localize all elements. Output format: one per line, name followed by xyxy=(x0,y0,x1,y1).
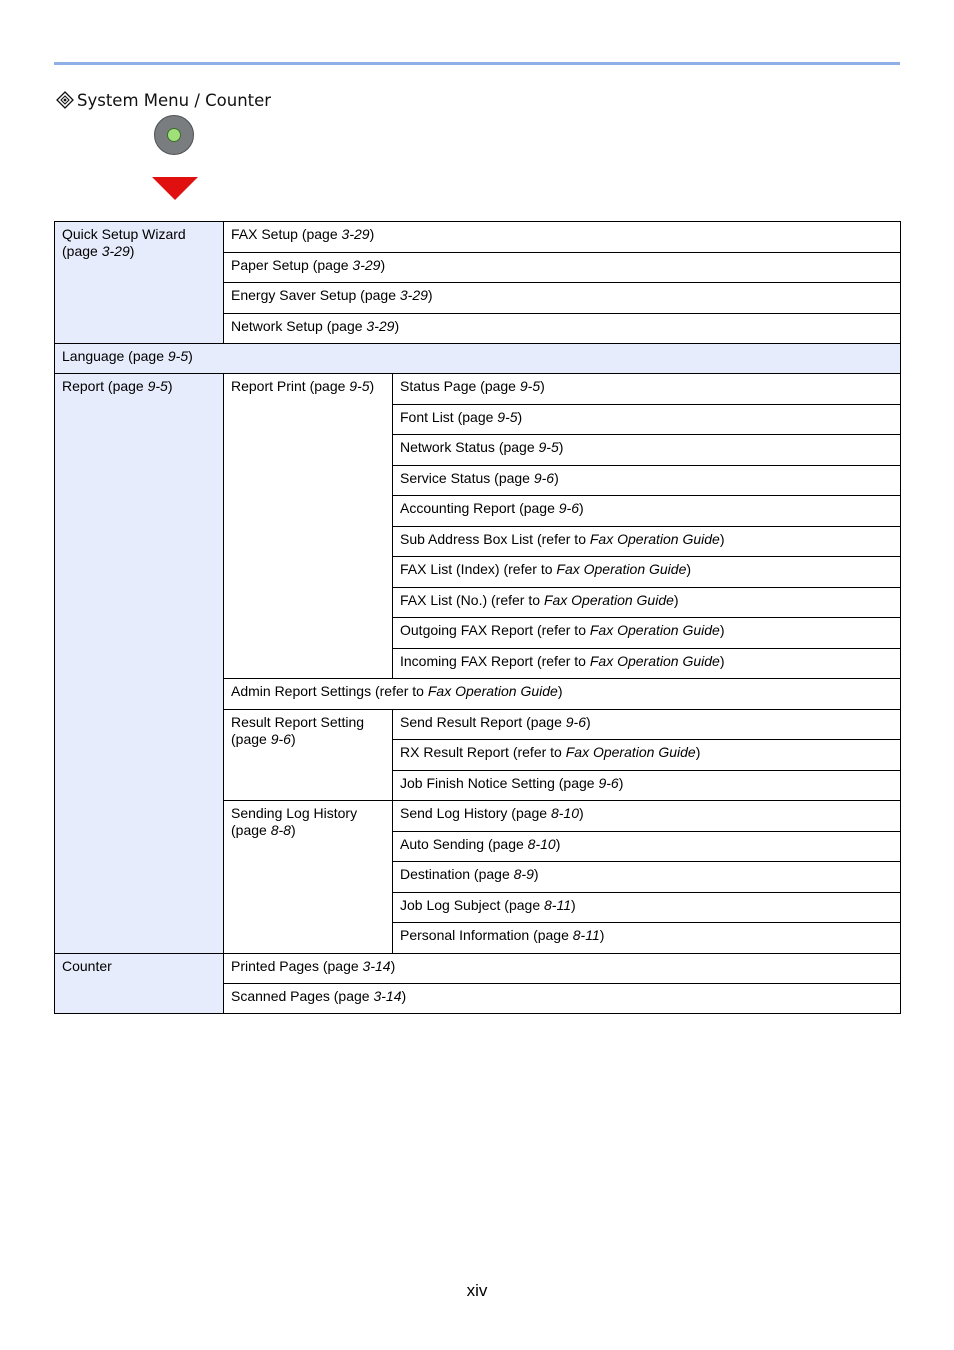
led-indicator xyxy=(167,128,181,142)
system-menu-counter-key-icon xyxy=(154,115,194,155)
menu-item-outgoing-fax-report: Outgoing FAX Report (refer to Fax Operation Guide) xyxy=(393,618,901,649)
menu-item-auto-sending: Auto Sending (page 8-10) xyxy=(393,832,901,862)
menu-item-fax-list-index: FAX List (Index) (refer to Fax Operation Guide) xyxy=(393,557,901,588)
menu-item-send-result-report: Send Result Report (page 9-6) xyxy=(393,710,901,740)
menu-item-scanned-pages: Scanned Pages (page 3-14) xyxy=(224,984,901,1014)
menu-item-incoming-fax-report: Incoming FAX Report (refer to Fax Operation Guide) xyxy=(393,649,901,679)
menu-tree-table xyxy=(54,221,901,1014)
menu-item-sending-log-history: Sending Log History (page 8-8) xyxy=(224,801,393,954)
menu-item-energy-saver-setup: Energy Saver Setup (page 3-29) xyxy=(224,283,901,314)
menu-item-job-log-subject: Job Log Subject (page 8-11) xyxy=(393,893,901,923)
menu-item-quick-setup: Quick Setup Wizard (page 3-29) xyxy=(55,222,224,344)
menu-item-admin-report-settings: Admin Report Settings (refer to Fax Operation Guide) xyxy=(224,679,901,710)
menu-item-fax-list-no: FAX List (No.) (refer to Fax Operation Guide) xyxy=(393,588,901,618)
menu-item-job-finish-notice-setting: Job Finish Notice Setting (page 9-6) xyxy=(393,771,901,801)
menu-item-network-status: Network Status (page 9-5) xyxy=(393,435,901,466)
menu-item-accounting-report: Accounting Report (page 9-6) xyxy=(393,496,901,527)
down-arrow-icon xyxy=(152,177,198,200)
menu-item-status-page: Status Page (page 9-5) xyxy=(393,374,901,405)
menu-item-destination: Destination (page 8-9) xyxy=(393,862,901,893)
menu-item-network-setup: Network Setup (page 3-29) xyxy=(224,314,901,344)
header-rule xyxy=(54,62,900,65)
menu-item-report: Report (page 9-5) xyxy=(55,374,224,954)
menu-item-printed-pages: Printed Pages (page 3-14) xyxy=(224,954,901,984)
breadcrumb xyxy=(56,89,271,111)
navigation-diamond-icon xyxy=(56,91,74,109)
menu-item-rx-result-report: RX Result Report (refer to Fax Operation Guide) xyxy=(393,740,901,771)
menu-item-sub-address-box-list: Sub Address Box List (refer to Fax Operation Guide) xyxy=(393,527,901,557)
menu-item-fax-setup: FAX Setup (page 3-29) xyxy=(224,222,901,253)
menu-item-service-status: Service Status (page 9-6) xyxy=(393,466,901,496)
menu-item-send-log-history: Send Log History (page 8-10) xyxy=(393,801,901,832)
menu-item-counter: Counter xyxy=(55,954,224,1014)
menu-item-language: Language (page 9-5) xyxy=(55,344,901,374)
menu-item-result-report-setting: Result Report Setting (page 9-6) xyxy=(224,710,393,801)
menu-item-report-print: Report Print (page 9-5) xyxy=(224,374,393,679)
menu-item-paper-setup: Paper Setup (page 3-29) xyxy=(224,253,901,283)
page-number: xiv xyxy=(466,1281,488,1300)
page-title: System Menu / Counter xyxy=(77,90,272,110)
menu-item-font-list: Font List (page 9-5) xyxy=(393,405,901,435)
menu-item-personal-information: Personal Information (page 8-11) xyxy=(393,923,901,954)
